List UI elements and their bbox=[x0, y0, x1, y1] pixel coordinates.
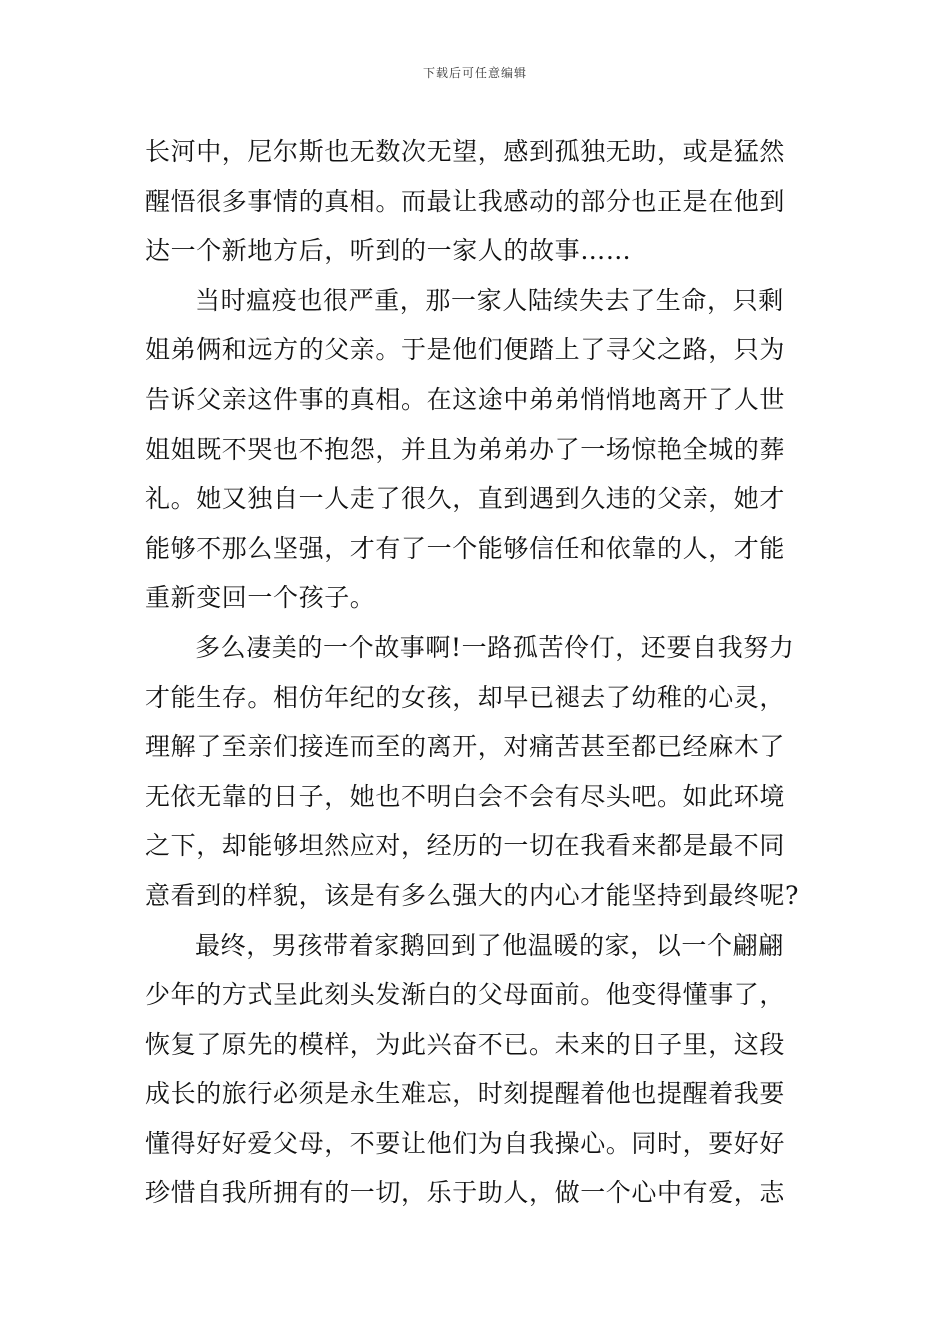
text-line: 少年的方式呈此刻头发渐白的父母面前。他变得懂事了， bbox=[145, 980, 786, 1010]
text-line: 理解了至亲们接连而至的离开，对痛苦甚至都已经麻木了 bbox=[145, 732, 786, 762]
text-line: 达一个新地方后，听到的一家人的故事…… bbox=[145, 236, 632, 266]
text-line-paragraph-start: 当时瘟疫也很严重，那一家人陆续失去了生命，只剩 bbox=[195, 285, 784, 315]
text-line: 礼。她又独自一人走了很久，直到遇到久违的父亲，她才 bbox=[145, 484, 786, 514]
text-line-paragraph-start: 最终，男孩带着家鹅回到了他温暖的家，以一个翩翩 bbox=[195, 930, 784, 960]
text-line: 恢复了原先的模样，为此兴奋不已。未来的日子里，这段 bbox=[145, 1029, 786, 1059]
text-line: 姐弟俩和远方的父亲。于是他们便踏上了寻父之路，只为 bbox=[145, 335, 786, 365]
text-line: 之下，却能够坦然应对，经历的一切在我看来都是最不同 bbox=[145, 831, 786, 861]
text-line: 才能生存。相仿年纪的女孩，却早已褪去了幼稚的心灵， bbox=[145, 682, 786, 712]
text-line: 醒悟很多事情的真相。而最让我感动的部分也正是在他到 bbox=[145, 186, 786, 216]
text-line: 意看到的样貌，该是有多么强大的内心才能坚持到最终呢? bbox=[145, 880, 800, 910]
text-line-paragraph-start: 多么凄美的一个故事啊!一路孤苦伶仃，还要自我努力 bbox=[195, 632, 795, 662]
text-line: 告诉父亲这件事的真相。在这途中弟弟悄悄地离开了人世 bbox=[145, 384, 786, 414]
text-line: 无依无靠的日子，她也不明白会不会有尽头吧。如此环境 bbox=[145, 781, 786, 811]
text-line: 珍惜自我所拥有的一切，乐于助人，做一个心中有爱，志 bbox=[145, 1178, 786, 1208]
text-line: 重新变回一个孩子。 bbox=[145, 583, 376, 613]
text-line: 姐姐既不哭也不抱怨，并且为弟弟办了一场惊艳全城的葬 bbox=[145, 434, 786, 464]
page-header-note: 下载后可任意编辑 bbox=[422, 66, 527, 80]
text-line: 能够不那么坚强，才有了一个能够信任和依靠的人，才能 bbox=[145, 533, 786, 563]
text-line: 成长的旅行必须是永生难忘，时刻提醒着他也提醒着我要 bbox=[145, 1079, 786, 1109]
document-body bbox=[145, 127, 809, 1218]
text-line: 长河中，尼尔斯也无数次无望，感到孤独无助，或是猛然 bbox=[145, 137, 786, 166]
text-line: 懂得好好爱父母，不要让他们为自我操心。同时，要好好 bbox=[145, 1128, 786, 1158]
